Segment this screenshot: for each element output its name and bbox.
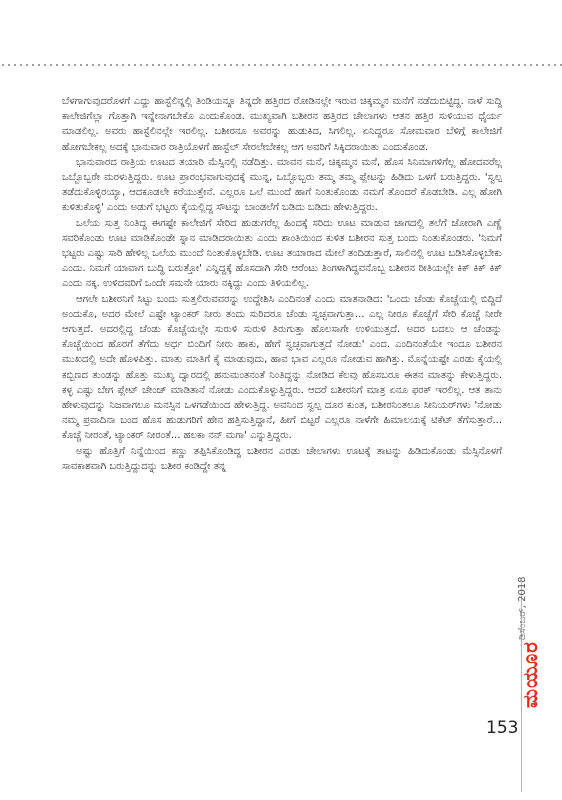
article-body <box>62 94 502 474</box>
page-number: 153 <box>486 718 519 738</box>
article-paragraph: ಬೆಳಗಾಗುವುದರೊಳಗೆ ಎದ್ದು ಹಾಸ್ಟೆಲಿನ್ನಲ್ಲಿ ತಿಂಡಿಯನ್ನೂ ತಿನ್ನದೇ ಹತ್ತಿರದ ರೋಡಿನಲ್ಲೇ ಇರುವ ಚಿಕ್ಕಮ್ಮನ ಮನೆಗೆ ನಡೆದುಬಿಟ್ಟಿದ್ದ. ನಾಳೆ ಸುದ್ದಿ ಕಾಲೇಜಿಗೆಲ್ಲಾ ಗೊತ್ತಾಗಿ ಇನ್ನೇನಾಗಬೇಕೊ ಎಂದುಕೊಂಡ. ಮುಖ್ಯವಾಗಿ ಬಶೀರನ ಹತ್ತಿರದ ಚೇಲಾಗಳು ಆತನ ಹತ್ತಿರ ಸುಳಿಯುವ ಧೈರ್ಯ ಮಾಡಲಿಲ್ಲ. ಅವರು ಹಾಸ್ಟೆಲಿನಲ್ಲೇ ಇರಲಿಲ್ಲ. ಬಶೀರನೂ ಅವರನ್ನು ಹುಡುಕಿದ, ಸಿಗಲಿಲ್ಲ. ಏನಿದ್ದರೂ ಸೋಮವಾರ ಬೆಳಿಗ್ಗೆ ಕಾಲೇಜಿಗೆ ಹೋಗಬೇಕಲ್ಲ ಅದಕ್ಕೆ ಭಾನುವಾರ ರಾತ್ರಿಯೊಳಗೆ ಹಾಸ್ಟೆಲ್ ಸೇರಲೇಬೇಕಲ್ಲ ಆಗ ಅವರಿಗೆ ಸಿಕ್ಕಿದರಾಯಿತು ಎಂದುಕೊಂಡ. <box>62 96 502 153</box>
magazine-logo: ಮಯೂರ <box>518 641 542 708</box>
issue-date: ಡಿಸೆಂಬರ್, 2018 <box>517 576 528 640</box>
article-paragraph: ಆಗಲೇ ಬಶೀರನಿಗೆ ಸಿಟ್ಟು ಬಂದು ಸುತ್ತಲಿರುವವರನ್ನು ಉದ್ದೇಶಿಸಿ ಎಂದಿನಂತೆ ಎಂದು ಮಾತನಾಡಿದ: 'ಒಂದು ಚೆಂಡು ಕೊಚ್ಚೆಯಲ್ಲಿ ಬಿದ್ದಿದೆ ಅಂದುಕೊ, ಅದರ ಮೇಲೆ ಎಷ್ಟೇ ಟ್ಯಾಂಕರ್ ನೀರು ತಂದು ಸುರಿದರೂ ಚೆಂಡು ಸ್ವಚ್ಛವಾಗುತ್ತಾ... ಎಲ್ಲ ನೀರೂ ಕೊಚ್ಚೆಗೆ ಸೇರಿ ಕೊಚ್ಚೆ ನೀರೇ ಆಗುತ್ತದೆ. ಅದರಲ್ಲಿದ್ದ ಚೆಂಡು ಕೊಚ್ಚೆಯಲ್ಲೇ ಸುರುಳಿ ಸುರುಳಿ ತಿರುಗುತ್ತಾ ಹೊಲಸಾಗೇ ಉಳಿಯುತ್ತದೆ. ಅದರ ಬದಲು ಆ ಚೆಂಡನ್ನು ಕೊಚ್ಚೆಯಿಂದ ಹೊರಗೆ ತೆಗೆದು ಅರ್ಧ ಬಿಂದಿಗೆ ನೀರು ಹಾಕು, ಹೇಗೆ ಸ್ವಚ್ಛವಾಗುತ್ತದೆ ನೋಡು' ಎಂದ. ಎಂದಿನಂತೆಯೇ ಇಂದೂ ಬಶೀರನ ಮುಖದಲ್ಲಿ ಅದೇ ಹೊಳಪಿತ್ತು. ಮಾತು ಮಾತಿಗೆ ಕೈ ಮಾಡುವುದು, ಹಾವ ಭಾವ ಎಲ್ಲರೂ ನೋಡುವ ಹಾಗಿತ್ತು. ಮೊನ್ನೆಯಷ್ಟೇ ಎರಡು ಕೈಯಲ್ಲಿ ಕಬ್ಬಿಣದ ತುಂಡನ್ನು ಹೊತ್ತು ಮುಖ್ಯ ದ್ವಾರದಲ್ಲಿ ಹನುಮಂತನಂತೆ ನಿಂತಿದ್ದನ್ನು ನೋಡಿದ ಕೆಲವು ಹೊಸಬರೂ ಈತನ ಮಾತನ್ನು ಕೇಳುತ್ತಿದ್ದರು. ಕಳ್ಳ ಎಷ್ಟು ಬೇಗ ಪ್ಲೇಟ್ ಚೇಂಜ್ ಮಾಡಿತಾನೆ ನೋಡು ಎಂದುಕೊಳ್ಳುತ್ತಿದ್ದರು. ಆದರೆ ಬಶೀರನಿಗೆ ಮಾತ್ರ ಏನೂ ಫರಕ್ ಇರಲಿಲ್ಲ. ಆತ ತಾನು ಹೇಳುವುದನ್ನು ನಿಜವಾಗಲೂ ಮನಸ್ಸಿನ ಒಳಗಡೆಯಿಂದ ಹೇಳುತ್ತಿದ್ದ. ಅವನಿಂದ ಸ್ವಲ್ಪ ದೂರ ಕುಂತ, ಬಶೀರನಿಂತಲೂ ಸೀನಿಯರ್‌ಗಳು 'ನೋಡು ನಮ್ಮ ಪ್ರವಾದಿನಾ ಬಂದ ಹೊಸ ಹುಡುಗರಿಗೆ ಹೇನ ಹತ್ತಿಸುತ್ತಿದ್ದಾನೆ, ಹೀಗೆ ಬಿಟ್ಟರೆ ಎಲ್ಲರೂ ನಾಳೆಗೇ ಹಿಮಾಲಯಕ್ಕೆ ಟಿಕೆಟ್ ತೆಗೆಸುತ್ತಾರೆ... ಕೊಚ್ಚೆ ನೀರಂತೆ, ಟ್ಯಾಂಕರ್ ನೀರಂತೆ... ಹಲಕಾ ನನ್ ಮಗಾ' ಎನ್ನುತ್ತಿದ್ದರು. <box>62 293 502 442</box>
article-paragraph: ಅಷ್ಟು ಹೊತ್ತಿಗೆ ನಿನ್ನೆಯಿಂದ ಕಣ್ಣು ತಪ್ಪಿಸಿಕೊಂಡಿದ್ದ ಬಶೀರನ ಎರಡು ಚೇಲಾಗಳು ಊಟಕ್ಕೆ ತಾಟನ್ನು ಹಿಡಿದುಕೊಂಡು ಮೆಸ್ಸಿನೊಳಗೆ ಸಾವಕಾಶವಾಗಿ ಬರುತ್ತಿದ್ದುದನ್ನು ಬಶೀರ ಕಂಡಿದ್ದೇ ತನ್ನ <box>62 445 502 472</box>
article-paragraph: ಒಲೆಯ ಸುತ್ತ ನಿಂತಿದ್ದ ಈಗಷ್ಟೇ ಕಾಲೇಜಿಗೆ ಸೇರಿದ ಹುಡುಗರೆಲ್ಲ ಹಿಂದಕ್ಕೆ ಸರಿದು ಊಟ ಮಾಡುವ ಜಾಗದಲ್ಲಿ ತಲೆಗೆ ಜೋರಾಗಿ ಎಣ್ಣೆ ಸವರಿಕೊಂಡು ಊಟ ಮಾಡಿಕೊಂಡೇ ಸ್ನಾನ ಮಾಡಿದರಾಯಿತು ಎಂದು ಶಾಂತಿಯಿಂದ ಕುಳಿತ ಬಶೀರನ ಸುತ್ತ ಬಂದು ನಿಂತುಕೊಂಡರು. 'ನಿಮಗೆ ಭಟ್ಟರು ಎಷ್ಟು ಸಾರಿ ಹೇಳಿಲ್ಲ ಒಲೆಯ ಮುಂದೆ ನಿಂತುಕೊಳ್ಳಬೇಡಿ. ಊಟ ತಯಾರಾದ ಮೇಲೆ ತಂದಿಡುತ್ತಾರೆ, ಸಾಲಿನಲ್ಲಿ ಊಟ ಬಡಿಸಿಕೊಳ್ಳಬೇಕು ಎಂದು. ನಿಮಗೆ ಯಾವಾಗ ಬುದ್ಧಿ ಬರುತ್ತೋ' ಎನ್ನಿದ್ದಕ್ಕೆ ಹೊಸದಾಗಿ ಸೇರಿ ಆರೆಂಟು ತಿಂಗಳಾಗಿದ್ದವನೊಬ್ಬ ಬಶೀರನ ರೀತಿಯಲ್ಲೇ ಕಿಕ್ ಕಿಕ್ ಕಿಕ್ ಎಂದು ನಕ್ಕ. ಉಳಿದವರಿಗೆ ಒಂದೇ ಸಮನೇ ಯಾರು ನಕ್ಕಿದ್ದು ಎಂದು ತಿಳಿಯಲಿಲ್ಲ. <box>62 217 502 290</box>
article-paragraph: ಭಾನುವಾರದ ರಾತ್ರಿಯ ಊಟದ ತಯಾರಿ ಮೆಸ್ಸಿನಲ್ಲಿ ನಡೆದಿತ್ತು. ಮಾವನ ಮನೆ, ಚಿಕ್ಕಮ್ಮನ ಮನೆ, ಹೊಸ ಸಿನಿಮಾಗಳಿಗೆಲ್ಲ ಹೋದವರೆಲ್ಲ ಒಬ್ಬೊಬ್ಬರೇ ಮರಳುತ್ತಿದ್ದರು. ಊಟ ಪ್ರಾರಂಭವಾಗುವುದಕ್ಕೆ ಮುನ್ನ, ಒಬ್ಬೊಬ್ಬರು ತಮ್ಮ ತಮ್ಮ ಪ್ಲೇಟನ್ನು ಹಿಡಿದು ಒಳಗೆ ಬರುತ್ತಿದ್ದರು. 'ಸ್ವಲ್ಪ ತಡೆದುಕೊಳ್ಳಿರಯ್ಯಾ, ಆದಕೂಡಲೇ ಕರೆಯುತ್ತೇನೆ. ಎಲ್ಲರೂ ಒಲೆ ಮುಂದೆ ಹಾಗೆ ನಿಂತುಕೊಂಡು ನಮಗೆ ತೊಂದರೆ ಕೊಡಬೇಡಿ. ಎಲ್ಲ ಹೋಗಿ ಕುಳಿತುಕೊಳ್ಳಿ' ಎಂದು ಅಡುಗೆ ಭಟ್ಟರು ಕೈಯಲ್ಲಿದ್ದ ಸೌಟನ್ನು ಬಾಂಡಲೆಗೆ ಬಡಿದು ಬಡಿದು ಹೇಳುತ್ತಿದ್ದರು. <box>62 156 502 214</box>
dotted-rule <box>0 63 562 67</box>
